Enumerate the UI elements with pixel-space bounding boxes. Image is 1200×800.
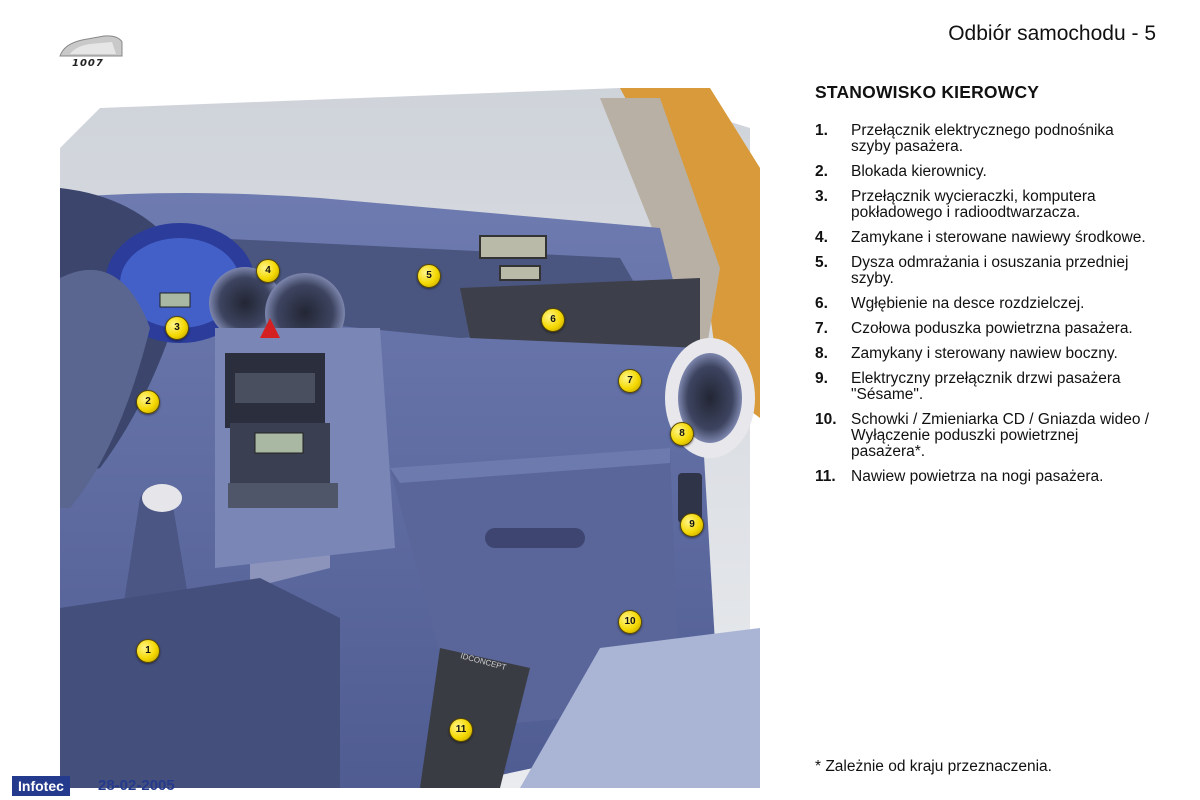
list-item bbox=[815, 189, 1155, 221]
item-text: Wgłębienie na desce rozdzielczej. bbox=[851, 295, 1085, 312]
section-title: STANOWISKO KIEROWCY bbox=[815, 82, 1040, 102]
item-text: Dysza odmrażania i osuszania przedniej szyby. bbox=[851, 254, 1129, 287]
item-number: 6. bbox=[815, 295, 828, 312]
item-number: 7. bbox=[815, 320, 828, 337]
item-text: Elektryczny przełącznik drzwi pasażera "Sésame". bbox=[851, 370, 1121, 403]
dashboard-drawing bbox=[60, 88, 760, 788]
list-item bbox=[815, 371, 1155, 403]
item-number: 10. bbox=[815, 411, 837, 428]
footnote: * Zależnie od kraju przeznaczenia. bbox=[815, 758, 1052, 775]
item-number: 1. bbox=[815, 122, 828, 139]
item-text: Zamykane i sterowane nawiewy środkowe. bbox=[851, 229, 1146, 246]
list-item bbox=[815, 164, 1155, 180]
callout-1: 1 bbox=[136, 639, 160, 663]
item-number: 9. bbox=[815, 370, 828, 387]
page-title: Odbiór samochodu - 5 bbox=[948, 22, 1156, 45]
list-item bbox=[815, 346, 1155, 362]
item-text: Blokada kierownicy. bbox=[851, 163, 987, 180]
callout-2: 2 bbox=[136, 390, 160, 414]
item-text: Przełącznik elektrycznego podnośnika szyby pasażera. bbox=[851, 122, 1114, 155]
list-item bbox=[815, 296, 1155, 312]
item-number: 8. bbox=[815, 345, 828, 362]
callout-6: 6 bbox=[541, 308, 565, 332]
item-text: Czołowa poduszka powietrzna pasażera. bbox=[851, 320, 1133, 337]
callout-3: 3 bbox=[165, 316, 189, 340]
callout-11: 11 bbox=[449, 718, 473, 742]
footer-brand: Infotec bbox=[12, 776, 70, 796]
floor-mat-label: IDCONCEPT bbox=[459, 651, 508, 673]
item-text: Zamykany i sterowany nawiew boczny. bbox=[851, 345, 1118, 362]
item-number: 5. bbox=[815, 254, 828, 271]
list-item bbox=[815, 412, 1155, 460]
item-number: 2. bbox=[815, 163, 828, 180]
callout-9: 9 bbox=[680, 513, 704, 537]
callout-8: 8 bbox=[670, 422, 694, 446]
item-text: Przełącznik wycieraczki, komputera pokładowego i radioodtwarzacza. bbox=[851, 188, 1096, 221]
callout-10: 10 bbox=[618, 610, 642, 634]
callout-4: 4 bbox=[256, 259, 280, 283]
legend-column bbox=[815, 82, 1155, 494]
model-badge: 1007 bbox=[72, 58, 104, 69]
callout-7: 7 bbox=[618, 369, 642, 393]
item-text: Schowki / Zmieniarka CD / Gniazda wideo / Wyłączenie poduszki powietrznej pasażera*. bbox=[851, 411, 1150, 460]
dashboard-illustration bbox=[60, 88, 760, 788]
item-number: 3. bbox=[815, 188, 828, 205]
callout-5: 5 bbox=[417, 264, 441, 288]
item-text: Nawiew powietrza na nogi pasażera. bbox=[851, 468, 1104, 485]
item-number: 4. bbox=[815, 229, 828, 246]
footer-date: 28-02-2005 bbox=[98, 777, 175, 794]
list-item bbox=[815, 230, 1155, 246]
list-item bbox=[815, 469, 1155, 485]
list-item bbox=[815, 321, 1155, 337]
item-number: 11. bbox=[815, 468, 836, 485]
list-item bbox=[815, 255, 1155, 287]
list-item bbox=[815, 123, 1155, 155]
